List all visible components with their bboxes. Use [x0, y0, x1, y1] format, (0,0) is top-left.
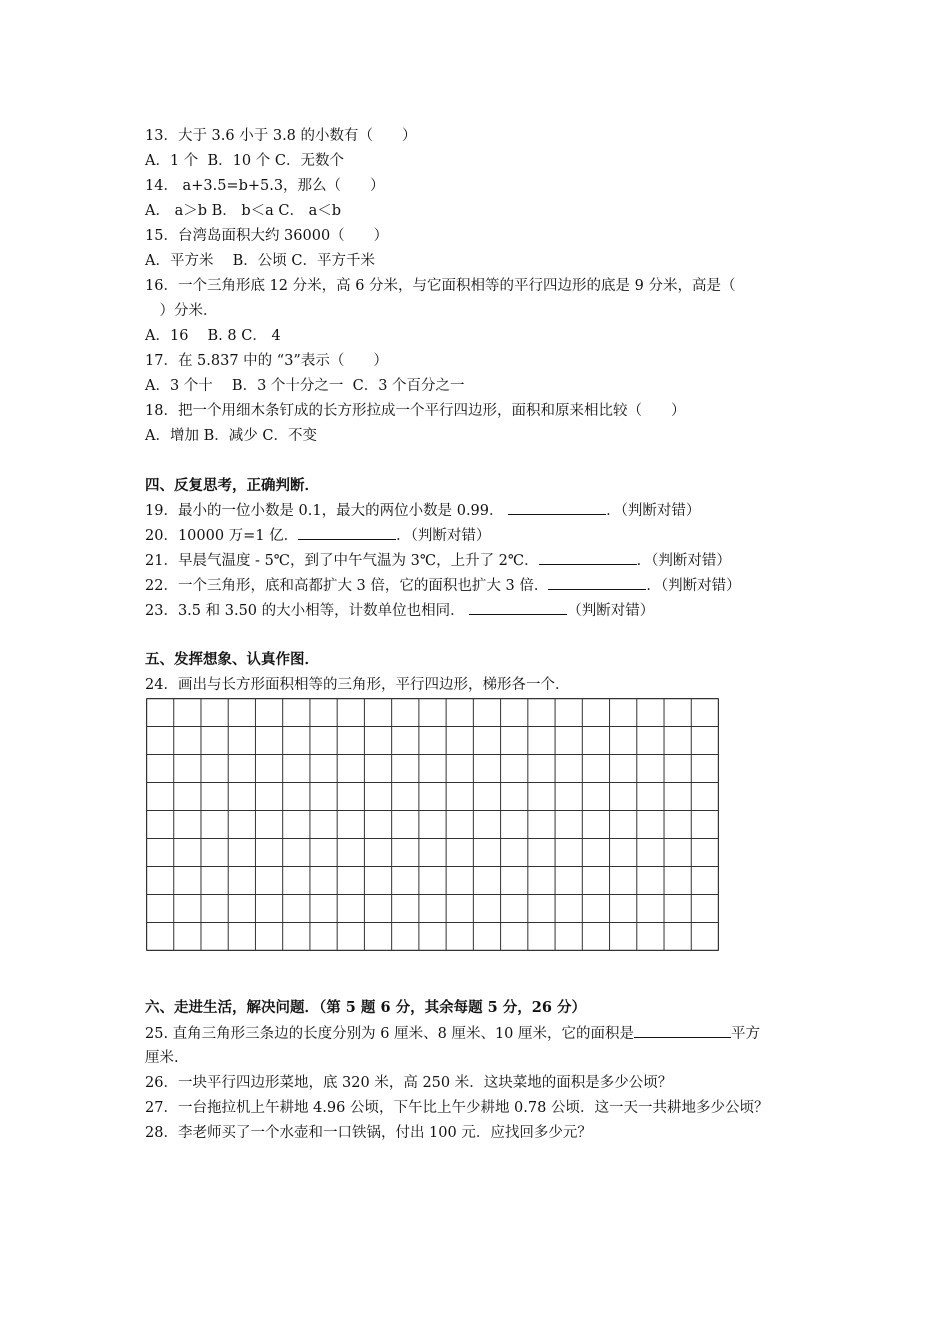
question-14: 14． a+3.5=b+5.3，那么（ ）: [145, 178, 385, 194]
question-20: [145, 525, 490, 546]
question-23-suffix: （判断对错）: [567, 603, 655, 619]
question-24: 24．画出与长方形面积相等的三角形，平行四边形，梯形各一个．: [145, 677, 570, 693]
question-22: [145, 575, 741, 596]
answer-blank[interactable]: [548, 575, 646, 590]
drawing-grid[interactable]: [146, 698, 719, 951]
question-22-text: 22．一个三角形，底和高都扩大 3 倍，它的面积也扩大 3 倍．: [145, 578, 549, 594]
answer-blank[interactable]: [634, 1023, 731, 1038]
question-19: [145, 500, 700, 521]
question-15: 15．台湾岛面积大约 36000（ ）: [145, 228, 389, 244]
question-28: 28．李老师买了一个水壶和一口铁锅，付出 100 元．应找回多少元？: [145, 1125, 592, 1141]
question-17: 17．在 5.837 中的 “3”表示（ ）: [145, 353, 388, 369]
question-16-continuation: ）分米．: [145, 303, 218, 319]
question-27: 27．一台拖拉机上午耕地 4.96 公顷，下午比上午少耕地 0.78 公顷．这一天一共耕地多少公顷？: [145, 1100, 769, 1116]
question-15-options: A．平方米 B．公顷 C．平方千米: [145, 253, 375, 269]
question-18-options: A．增加 B．减少 C．不变: [145, 428, 317, 444]
question-26: 26．一块平行四边形菜地，底 320 米，高 250 米．这块菜地的面积是多少公顷？: [145, 1075, 673, 1091]
question-25-continuation: 厘米.: [145, 1050, 179, 1066]
question-16-options: A．16 B. 8 C． 4: [145, 328, 281, 344]
answer-blank[interactable]: [508, 500, 606, 515]
answer-blank[interactable]: [539, 550, 637, 565]
question-23-text: 23．3.5 和 3.50 的大小相等，计数单位也相同．: [145, 603, 465, 619]
question-21: [145, 550, 731, 571]
question-25: [145, 1023, 760, 1044]
question-20-suffix: ．（判断对错）: [396, 528, 491, 544]
section-4-heading: 四、反复思考，正确判断．: [145, 477, 319, 494]
question-19-text: 19．最小的一位小数是 0.1，最大的两位小数是 0.99．: [145, 503, 504, 519]
question-25-suffix: 平方: [731, 1026, 761, 1042]
question-25-text: 25. 直角三角形三条边的长度分别为 6 厘米、8 厘米、10 厘米，它的面积是: [145, 1026, 635, 1042]
answer-blank[interactable]: [298, 525, 396, 540]
question-13: 13．大于 3.6 小于 3.8 的小数有（ ）: [145, 128, 417, 144]
question-13-options: A．1 个 B．10 个 C．无数个: [145, 153, 344, 169]
question-17-options: A．3 个十 B．3 个十分之一 C．3 个百分之一: [145, 378, 465, 394]
question-16: 16．一个三角形底 12 分米，高 6 分米，与它面积相等的平行四边形的底是 9 分米，高是（: [145, 278, 736, 294]
question-19-suffix: ．（判断对错）: [606, 503, 701, 519]
question-20-text: 20．10000 万=1 亿．: [145, 528, 299, 544]
section-5-heading: 五、发挥想象、认真作图．: [145, 651, 319, 668]
question-18: 18．把一个用细木条钉成的长方形拉成一个平行四边形，面积和原来相比较（ ）: [145, 403, 686, 419]
answer-blank[interactable]: [469, 600, 567, 615]
question-23: [145, 600, 654, 621]
section-6-heading: 六、走进生活，解决问题．（第 5 题 6 分，其余每题 5 分，26 分）: [145, 999, 587, 1016]
question-14-options: A． a＞b B． b＜a C． a＜b: [145, 203, 342, 219]
question-22-suffix: ．（判断对错）: [646, 578, 741, 594]
question-21-text: 21．早晨气温度 - 5℃，到了中午气温为 3℃，上升了 2℃．: [145, 553, 539, 569]
question-21-suffix: ．（判断对错）: [636, 553, 731, 569]
grid-lines: [146, 698, 719, 951]
